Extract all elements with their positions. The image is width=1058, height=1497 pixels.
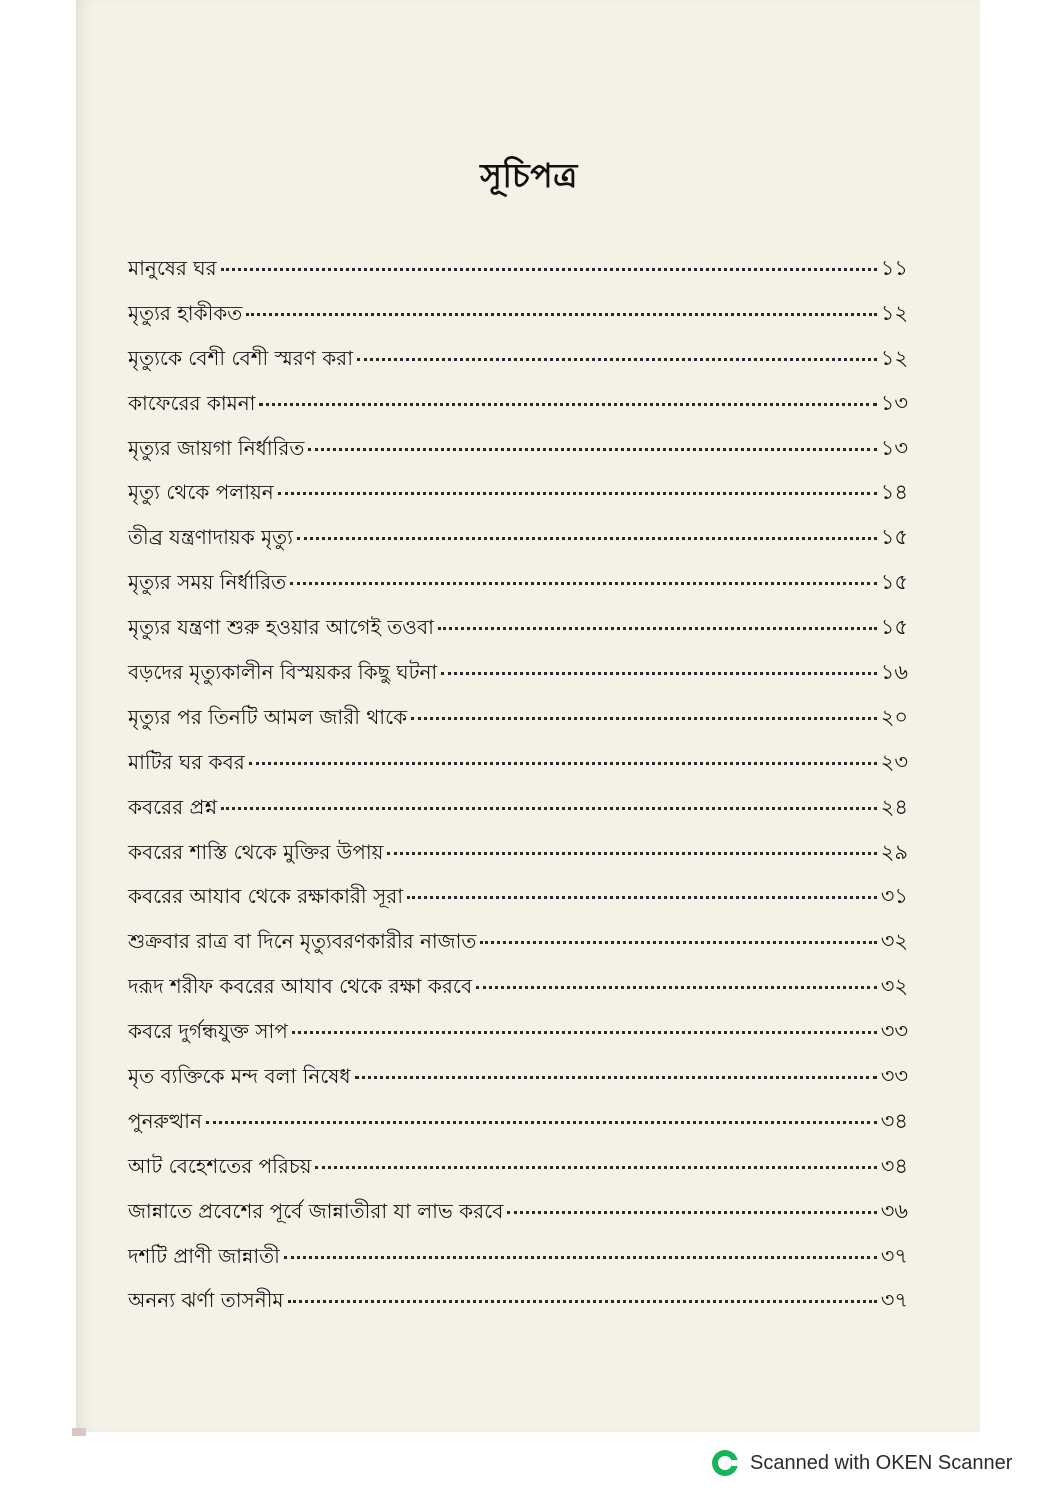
dot-leader bbox=[278, 492, 877, 495]
toc-entry bbox=[128, 387, 908, 432]
dot-leader bbox=[290, 582, 877, 585]
dot-leader bbox=[221, 268, 877, 271]
toc-entry-page: ১৫ bbox=[880, 525, 908, 550]
toc-entry-title: পুনরুত্থান bbox=[128, 1108, 202, 1133]
toc-entry-page: ৩৬ bbox=[880, 1198, 908, 1223]
toc-entry-page: ১৩ bbox=[880, 390, 908, 415]
toc-entry-title: মৃত্যুর সময় নির্ধারিত bbox=[128, 570, 287, 595]
scanner-watermark-text: Scanned with OKEN Scanner bbox=[750, 1451, 1013, 1474]
toc-entry-page: ২৯ bbox=[880, 839, 908, 864]
toc-entry-page: ১১ bbox=[880, 256, 908, 280]
toc-entry-page: ১২ bbox=[880, 345, 908, 370]
dot-leader bbox=[284, 1256, 877, 1259]
toc-entry-page: ১৫ bbox=[880, 570, 908, 595]
toc-entry-page: ৩২ bbox=[880, 974, 908, 999]
toc-entry bbox=[128, 1240, 908, 1285]
toc-entry-page: ৩৭ bbox=[880, 1288, 908, 1313]
toc-entry-title: মৃত্যুর যন্ত্রণা শুরু হওয়ার আগেই তওবা bbox=[128, 615, 434, 640]
page-title: সূচিপত্র bbox=[480, 156, 578, 195]
toc-entry bbox=[128, 1284, 908, 1329]
toc-entry bbox=[128, 566, 908, 611]
toc-entry-page: ১৩ bbox=[880, 435, 908, 460]
toc-entry-title: কবরের প্রশ্ন bbox=[128, 794, 218, 819]
toc-entry-page: ১২ bbox=[880, 300, 908, 325]
toc-entry-title: দরূদ শরীফ কবরের আযাব থেকে রক্ষা করবে bbox=[128, 974, 473, 999]
toc-entry-title: বড়দের মৃত্যুকালীন বিস্ময়কর কিছু ঘটনা bbox=[128, 660, 438, 685]
toc-entry-page: ২৪ bbox=[880, 794, 908, 819]
table-of-contents bbox=[128, 252, 908, 1329]
dot-leader bbox=[206, 1121, 877, 1124]
toc-entry bbox=[128, 1060, 908, 1105]
dot-leader bbox=[315, 1166, 876, 1169]
dot-leader bbox=[411, 717, 877, 720]
toc-entry bbox=[128, 925, 908, 970]
dot-leader bbox=[308, 448, 876, 451]
dot-leader bbox=[357, 358, 877, 361]
toc-entry-title: মৃত্যুর পর তিনটি আমল জারী থাকে bbox=[128, 704, 408, 729]
dot-leader bbox=[480, 941, 876, 944]
dot-leader bbox=[387, 852, 876, 855]
toc-entry-title: কাফেরের কামনা bbox=[128, 390, 256, 415]
toc-entry-page: ৩৭ bbox=[880, 1243, 908, 1268]
toc-entry bbox=[128, 342, 908, 387]
toc-entry-title: অনন্য ঝর্ণা তাসনীম bbox=[128, 1288, 284, 1313]
toc-entry-title: তীব্র যন্ত্রণাদায়ক মৃত্যু bbox=[128, 525, 293, 550]
toc-entry-title: মৃত্যু থেকে পলায়ন bbox=[128, 480, 274, 505]
toc-entry-title: শুক্রবার রাত্র বা দিনে মৃত্যুবরণকারীর নাজাত bbox=[128, 929, 477, 954]
toc-entry-title: কবরে দুর্গন্ধযুক্ত সাপ bbox=[128, 1019, 288, 1044]
toc-entry-title: মানুষের ঘর bbox=[128, 256, 217, 280]
toc-entry-page: ৩৩ bbox=[880, 1019, 908, 1044]
toc-entry bbox=[128, 791, 908, 836]
toc-entry bbox=[128, 970, 908, 1015]
dot-leader bbox=[246, 313, 876, 316]
toc-entry bbox=[128, 1150, 908, 1195]
toc-entry-page: ১৬ bbox=[880, 660, 908, 685]
dot-leader bbox=[355, 1076, 877, 1079]
toc-entry-page: ১৫ bbox=[880, 615, 908, 640]
toc-entry-page: ৩২ bbox=[880, 929, 908, 954]
dot-leader bbox=[476, 986, 877, 989]
dot-leader bbox=[441, 672, 876, 675]
toc-entry bbox=[128, 836, 908, 881]
dot-leader bbox=[297, 537, 877, 540]
toc-entry bbox=[128, 880, 908, 925]
dot-leader bbox=[507, 1211, 876, 1214]
toc-entry-title: জান্নাতে প্রবেশের পূর্বে জান্নাতীরা যা লাভ করবে bbox=[128, 1198, 504, 1223]
dot-leader bbox=[249, 762, 877, 765]
toc-entry-title: আট বেহেশতের পরিচয় bbox=[128, 1153, 312, 1178]
toc-entry bbox=[128, 701, 908, 746]
toc-entry bbox=[128, 1105, 908, 1150]
toc-entry-title: মৃত্যুর জায়গা নির্ধারিত bbox=[128, 435, 305, 460]
dot-leader bbox=[221, 807, 877, 810]
toc-entry-page: ২৩ bbox=[880, 749, 908, 774]
toc-entry-title: কবরের শাস্তি থেকে মুক্তির উপায় bbox=[128, 839, 384, 864]
toc-entry-page: ৩৩ bbox=[880, 1064, 908, 1089]
dot-leader bbox=[407, 896, 877, 899]
toc-entry-title: মৃত্যুর হাকীকত bbox=[128, 300, 243, 325]
toc-entry bbox=[128, 746, 908, 791]
dot-leader bbox=[438, 627, 877, 630]
oken-scanner-logo-icon bbox=[712, 1450, 738, 1476]
dot-leader bbox=[288, 1300, 877, 1303]
toc-entry bbox=[128, 521, 908, 566]
dot-leader bbox=[292, 1031, 877, 1034]
toc-entry bbox=[128, 1195, 908, 1240]
toc-entry bbox=[128, 252, 908, 297]
toc-entry-title: কবরের আযাব থেকে রক্ষাকারী সূরা bbox=[128, 884, 404, 909]
toc-entry-page: ১৪ bbox=[880, 480, 908, 505]
toc-entry-title: দশটি প্রাণী জান্নাতী bbox=[128, 1243, 280, 1268]
page-edge-mark bbox=[72, 1428, 86, 1436]
toc-entry-page: ৩৪ bbox=[880, 1108, 908, 1133]
toc-entry-page: ৩৪ bbox=[880, 1153, 908, 1178]
toc-entry-page: ৩১ bbox=[880, 884, 908, 909]
dot-leader bbox=[259, 403, 876, 406]
toc-entry bbox=[128, 297, 908, 342]
toc-entry-title: মৃত ব্যক্তিকে মন্দ বলা নিষেধ bbox=[128, 1064, 351, 1089]
toc-entry-page: ২০ bbox=[880, 704, 908, 729]
toc-entry-title: মাটির ঘর কবর bbox=[128, 749, 245, 774]
toc-entry bbox=[128, 432, 908, 477]
toc-entry-title: মৃত্যুকে বেশী বেশী স্মরণ করা bbox=[128, 345, 353, 370]
scanner-watermark bbox=[712, 1448, 1012, 1478]
toc-entry bbox=[128, 611, 908, 656]
toc-entry bbox=[128, 656, 908, 701]
toc-entry bbox=[128, 476, 908, 521]
toc-entry bbox=[128, 1015, 908, 1060]
